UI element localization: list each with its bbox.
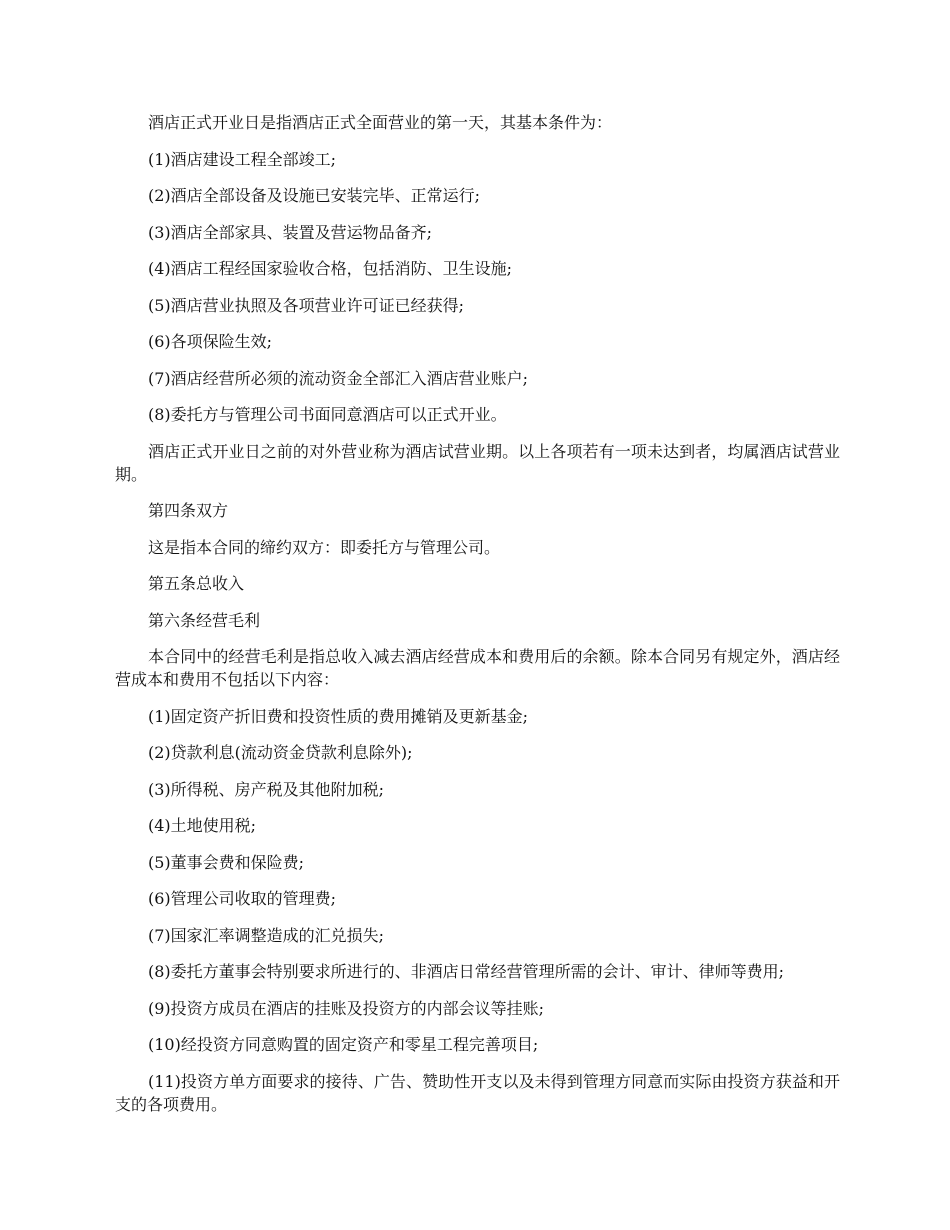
paragraph-trial-period: 酒店正式开业日之前的对外营业称为酒店试营业期。以上各项若有一项未达到者，均属酒店试营业期。 (115, 441, 840, 484)
paragraph-opening-day-definition: 酒店正式开业日是指酒店正式全面营业的第一天，其基本条件为： (148, 113, 613, 132)
list-item: (6)各项保险生效; (148, 332, 273, 351)
list-item: (5)董事会费和保险费; (148, 852, 305, 872)
section-heading: 第四条双方 (148, 501, 229, 520)
document-body (115, 111, 840, 1129)
section-heading: 第六条经营毛利 (148, 610, 261, 630)
list-item: (7)国家汇率调整造成的汇兑损失; (148, 925, 385, 945)
list-item: (3)所得税、房产税及其他附加税; (148, 779, 385, 799)
section-heading: 第五条总收入 (148, 574, 245, 593)
list-item: (11)投资方单方面要求的接待、广告、赞助性开支以及未得到管理方同意而实际由投资方获益和开支的各项费用。 (115, 1071, 840, 1114)
list-item: (5)酒店营业执照及各项营业许可证已经获得; (148, 295, 465, 315)
list-item: (2)贷款利息(流动资金贷款利息除外); (148, 743, 413, 762)
list-item: (3)酒店全部家具、装置及营运物品备齐; (148, 222, 433, 242)
list-item: (9)投资方成员在酒店的挂账及投资方的内部会议等挂账; (148, 998, 545, 1018)
paragraph-parties: 这是指本合同的缔约双方：即委托方与管理公司。 (148, 537, 501, 557)
list-item: (2)酒店全部设备及设施已安装完毕、正常运行; (148, 186, 481, 205)
paragraph-gross-profit: 本合同中的经营毛利是指总收入减去酒店经营成本和费用后的余额。除本合同另有规定外，酒店经营成本和费用不包括以下内容： (115, 647, 840, 689)
list-item: (7)酒店经营所必须的流动资金全部汇入酒店营业账户; (148, 368, 529, 388)
list-item: (6)管理公司收取的管理费; (148, 889, 337, 908)
list-item: (4)酒店工程经国家验收合格，包括消防、卫生设施; (148, 259, 513, 278)
list-item: (8)委托方与管理公司书面同意酒店可以正式开业。 (148, 405, 507, 424)
list-item: (4)土地使用税; (148, 816, 257, 835)
list-item: (8)委托方董事会特别要求所进行的、非酒店日常经营管理所需的会计、审计、律师等费用; (148, 962, 785, 981)
list-item: (10)经投资方同意购置的固定资产和零星工程完善项目; (148, 1035, 539, 1054)
list-item: (1)酒店建设工程全部竣工; (148, 149, 337, 169)
list-item: (1)固定资产折旧费和投资性质的费用摊销及更新基金; (148, 706, 529, 726)
